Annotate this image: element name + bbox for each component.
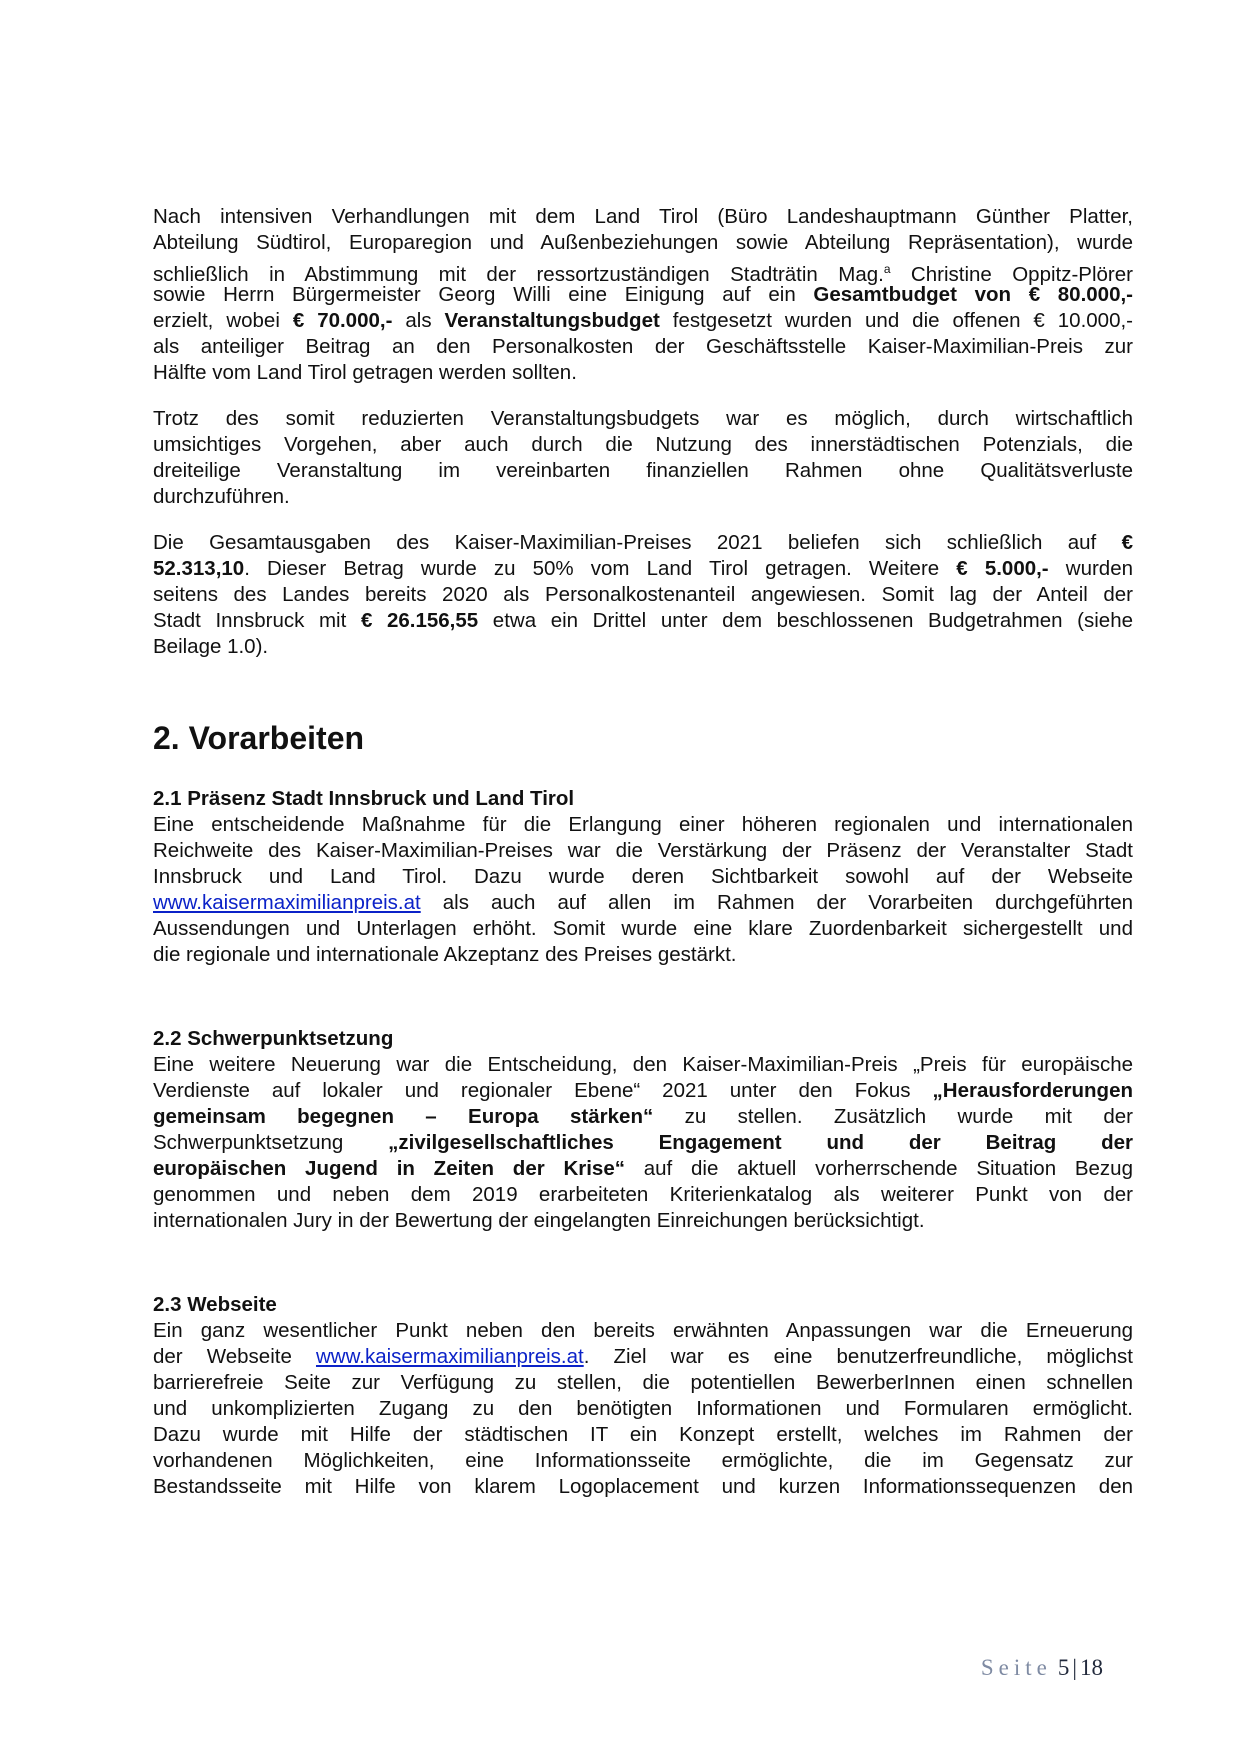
text-span: sowie Herrn Bürgermeister Georg Willi eine Einigung auf ein [153,283,814,306]
focus-quote: gemeinsam begegnen – Europa stärken“ [153,1105,654,1128]
total-expenses-amount: 52.313,10 [153,557,245,580]
text-line: dreiteilige Veranstaltung im vereinbarten finanziellen Rahmen ohne Qualitätsverluste [153,459,1133,482]
text-line: Dazu wurde mit Hilfe der städtischen IT ein Konzept erstellt, welches im Rahmen der [153,1423,1133,1446]
subsection-heading: 2.3 Webseite [153,1293,277,1316]
text-span: Stadt Innsbruck mit [153,609,361,632]
text-line: Abteilung Südtirol, Europaregion und Außenbeziehungen sowie Abteilung Repräsentation), wurde [153,231,1133,254]
text-line: die regionale und internationale Akzeptanz des Preises gestärkt. [153,943,737,966]
subsection-praesenz [153,786,1133,968]
text-line: seitens des Landes bereits 2020 als Personalkostenanteil angewiesen. Somit lag der Anteil der [153,583,1133,606]
text-line: Eine entscheidende Maßnahme für die Erlangung einer höheren regionalen und internationalen [153,813,1133,836]
subsection-schwerpunkt [153,1026,1133,1234]
paragraph-total-expenses [153,530,1133,660]
subsection-heading: 2.1 Präsenz Stadt Innsbruck und Land Tirol [153,787,575,810]
text-line: Bestandsseite mit Hilfe von klarem Logoplacement und kurzen Informationssequenzen den [153,1475,1133,1498]
text-line: Ein ganz wesentlicher Punkt neben den bereits erwähnten Anpassungen war die Erneuerung [153,1319,1133,1342]
event-budget-label: Veranstaltungsbudget [444,309,660,332]
website-link[interactable]: www.kaisermaximilianpreis.at [153,891,421,914]
text-line: Innsbruck und Land Tirol. Dazu wurde deren Sichtbarkeit sowohl auf der Webseite [153,865,1133,888]
priority-quote: europäischen Jugend in Zeiten der Krise“ [153,1157,625,1180]
text-span: festgesetzt wurden und die offenen € 10.000,- [659,309,1134,332]
subsection-heading: 2.2 Schwerpunktsetzung [153,1027,394,1050]
text-span: der Webseite [153,1345,316,1368]
text-line: Aussendungen und Unterlagen erhöht. Somit wurde eine klare Zuordenbarkeit sichergestellt und [153,917,1133,940]
text-line: durchzuführen. [153,485,290,508]
event-budget-amount: € 70.000,- [292,309,393,332]
subsection-webseite [153,1292,1133,1500]
document-page [153,204,1133,1500]
text-line: umsichtiges Vorgehen, aber auch durch die Nutzung des innerstädtischen Potenzials, die [153,433,1133,456]
euro-sign: € [1121,531,1133,554]
text-line [153,530,1133,556]
text-line [153,1344,1133,1370]
website-link[interactable]: www.kaisermaximilianpreis.at [315,1345,584,1368]
current-page: 5 [1057,1655,1070,1680]
section-heading: 2. Vorarbeiten [153,720,365,756]
text-span: als [392,309,445,332]
text-span: als auch auf allen im Rahmen der Vorarbeiten durchgeführten [420,891,1133,914]
text-line [153,308,1133,334]
text-span: . Ziel war es eine benutzerfreundliche, möglichst [583,1345,1133,1368]
text-span: wurden [1048,557,1133,580]
text-line: als anteiliger Beitrag an den Personalkosten der Geschäftsstelle Kaiser-Maximilian-Preis zur [153,335,1133,358]
focus-quote: „Herausforderungen [932,1079,1133,1102]
city-share-amount: € 26.156,55 [360,609,479,632]
text-line: internationalen Jury in der Bewertung der eingelangten Einreichungen berücksichtigt. [153,1209,925,1232]
text-line [153,608,1133,634]
text-line [153,1156,1133,1182]
total-pages: 18 [1080,1655,1103,1680]
total-budget-amount: Gesamtbudget von € 80.000,- [813,283,1133,306]
text-span: . Dieser Betrag wurde zu 50% vom Land Tirol getragen. Weitere [244,557,957,580]
text-line [153,1130,1133,1156]
text-span: Christine Oppitz-Plörer [890,262,1133,286]
text-line [153,282,1133,308]
paragraph-reduced-budget [153,406,1133,510]
text-span: schließlich in Abstimmung mit der ressortzuständigen Stadträtin Mag. [153,262,884,286]
text-line [153,1078,1133,1104]
page-label: Seite [980,1655,1052,1680]
text-span: etwa ein Drittel unter dem beschlossenen Budgetrahmen (siehe [478,609,1133,632]
text-line: vorhandenen Möglichkeiten, eine Informationsseite ermöglichte, die im Gegensatz zur [153,1449,1133,1472]
text-line: Beilage 1.0). [153,635,269,658]
personnel-share-amount: € 5.000,- [956,557,1049,580]
text-line: barrierefreie Seite zur Verfügung zu stellen, die potentiellen BewerberInnen einen schnellen [153,1371,1133,1394]
text-span: Schwerpunktsetzung [153,1131,389,1154]
text-span: Verdienste auf lokaler und regionaler Ebene“ 2021 unter den Fokus [153,1079,933,1102]
text-line: Reichweite des Kaiser-Maximilian-Preises war die Verstärkung der Präsenz der Veranstalter Stadt [153,839,1133,862]
text-line: Nach intensiven Verhandlungen mit dem Land Tirol (Büro Landeshauptmann Günther Platter, [153,205,1133,228]
priority-quote: „zivilgesellschaftliches Engagement und der Beitrag der [388,1131,1133,1154]
text-span: Die Gesamtausgaben des Kaiser-Maximilian-Preises 2021 beliefen sich schließlich auf [153,531,1097,554]
text-span: auf die aktuell vorherrschende Situation Bezug [624,1157,1133,1180]
superscript: a [883,262,891,276]
text-line [153,890,1133,916]
page-number-footer [981,1655,1103,1681]
text-span: zu stellen. Zusätzlich wurde mit der [653,1105,1133,1128]
text-line: Hälfte vom Land Tirol getragen werden sollten. [153,361,577,384]
page-separator: | [1072,1655,1077,1680]
text-line [153,256,1133,286]
text-line: Trotz des somit reduzierten Veranstaltungsbudgets war es möglich, durch wirtschaftlich [153,407,1133,430]
paragraph-budget-negotiation [153,204,1133,386]
text-line [153,1104,1133,1130]
text-line: genommen und neben dem 2019 erarbeiteten Kriterienkatalog als weiterer Punkt von der [153,1183,1133,1206]
text-span: erzielt, wobei [153,309,293,332]
text-line: Eine weitere Neuerung war die Entscheidung, den Kaiser-Maximilian-Preis „Preis für europäische [153,1053,1133,1076]
text-line: und unkomplizierten Zugang zu den benötigten Informationen und Formularen ermöglicht. [153,1397,1133,1420]
text-line [153,556,1133,582]
